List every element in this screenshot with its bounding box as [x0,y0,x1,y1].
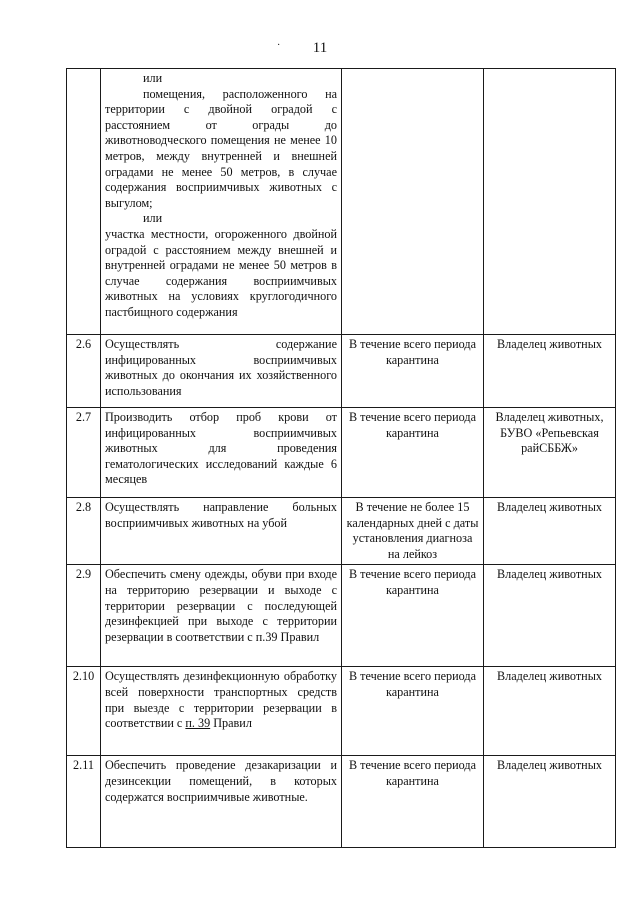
responsible-text: Владелец животных [484,335,616,408]
row-number: 2.10 [67,667,101,756]
responsible-text: Владелец животных [484,498,616,565]
term-text: В течение всего периода карантина [342,667,484,756]
scan-speck: · [277,40,281,51]
term-cell [342,69,484,335]
table-row [67,565,616,667]
term-text: В течение не более 15 календарных дней с даты установления диагноза на лейкоз [342,498,484,565]
responsible-text: Владелец животных [484,565,616,667]
measure-text-cell [101,69,342,335]
term-text: В течение всего периода карантина [342,756,484,848]
measure-text: Производить отбор проб крови от инфицированных восприимчивых животных для проведения гематологических исследований каждые 6 месяцев [101,408,342,498]
table-row [67,69,616,335]
measure-text: или [143,211,163,226]
responsible-text: Владелец животных [484,667,616,756]
responsible-text: Владелец животных [484,756,616,848]
measure-text: Осуществлять содержание инфицированных восприимчивых животных до окончания их хозяйственного использования [101,335,342,408]
table-row [67,408,616,498]
measure-text: Правил [210,716,252,731]
measure-text: Осуществлять дезинфекционную обработку всей поверхности транспортных средств при выезде с территории резервации в соответствии с [105,669,337,731]
page-number: 11 [312,40,328,56]
row-number: 2.6 [67,335,101,408]
measure-text: помещения, расположенного на территории с двойной оградой с расстоянием от ограды до животноводческого помещения не менее 10 метров, между внутренней и внешней оградами не менее 50 метров, в случае содержания восприимчивых животных с выгулом; [105,86,337,210]
term-text: В течение всего периода карантина [342,408,484,498]
row-number: 2.7 [67,408,101,498]
term-text: В течение всего периода карантина [342,335,484,408]
table-row [67,667,616,756]
measure-text: Обеспечить проведение дезакаризации и дезинсекции помещений, в которых содержатся восприимчивые животные. [101,756,342,848]
term-text: В течение всего периода карантина [342,565,484,667]
row-number: 2.8 [67,498,101,565]
row-number: 2.9 [67,565,101,667]
table-row [67,756,616,848]
measure-text-cell [101,667,342,756]
measure-text: участка местности, огороженного двойной оградой с расстоянием между внешней и внутренней оградами не менее 50 метров в случае содержания восприимчивых животных на условиях круглогодичного пастбищного содержания [105,226,337,319]
measure-text: или [143,71,163,85]
measures-table [66,68,616,848]
row-number-cell [67,69,101,335]
measure-text: Обеспечить смену одежды, обуви при входе на территорию резервации и выходе с территории резервации с последующей дезинфекцией при выходе с территории резервации в соответствии с п.39 Правил [101,565,342,667]
responsible-cell [484,69,616,335]
table-row [67,498,616,565]
measure-text: Осуществлять направление больных восприимчивых животных на убой [101,498,342,565]
row-number: 2.11 [67,756,101,848]
responsible-text: Владелец животных, БУВО «Репьевская райСББЖ» [484,408,616,498]
rule-reference-link[interactable]: п. 39 [185,716,211,731]
table-row [67,335,616,408]
